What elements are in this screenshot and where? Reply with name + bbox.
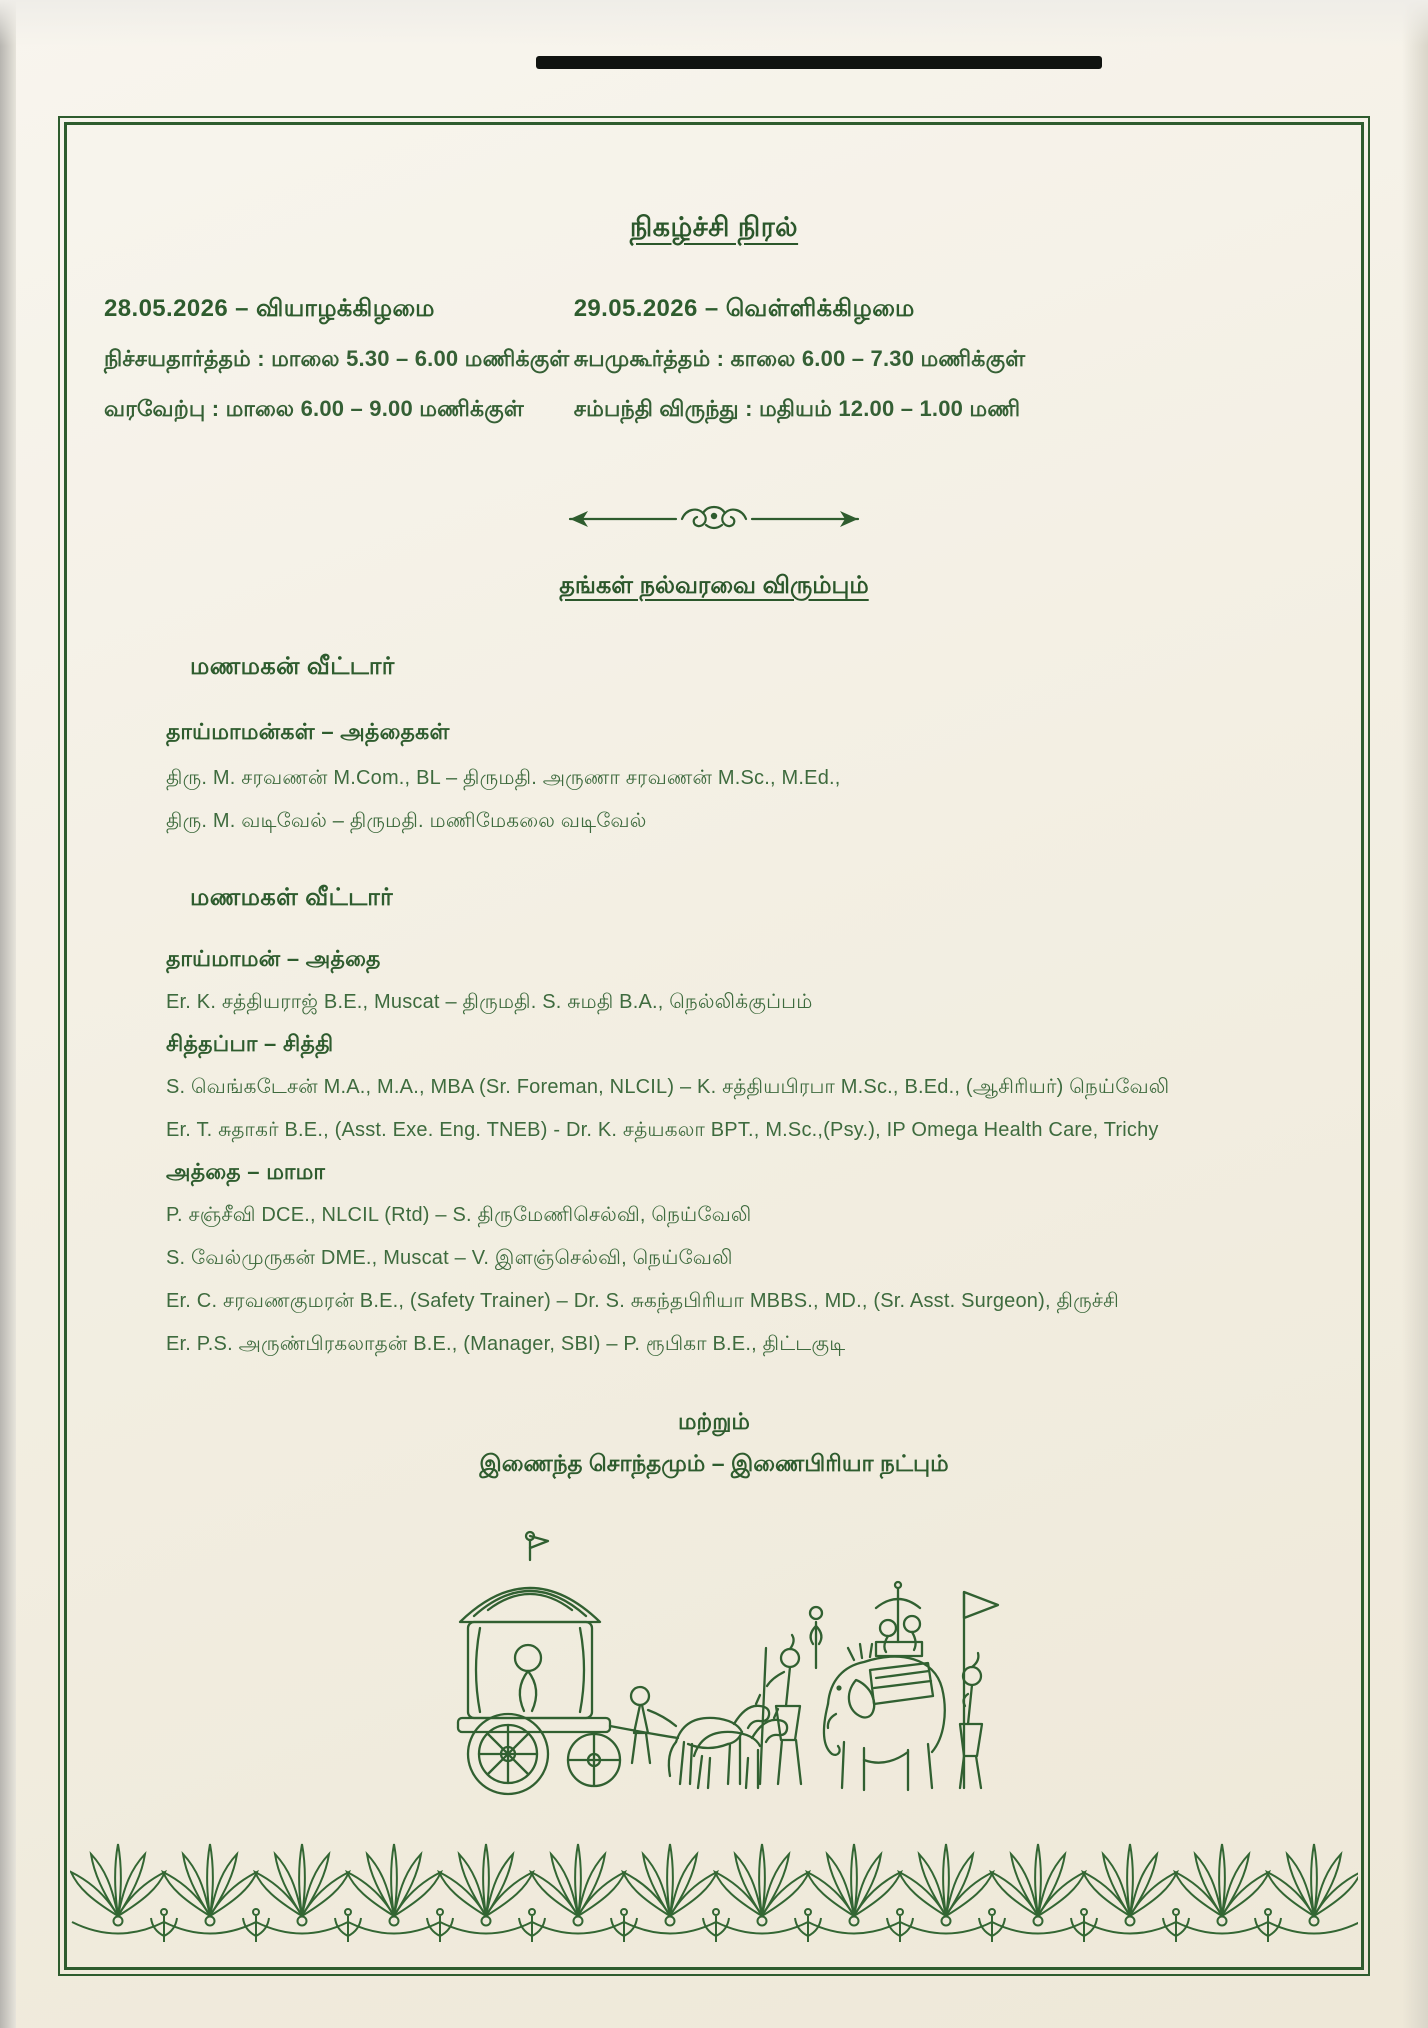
day1-event-2: வரவேற்பு : மாலை 6.00 – 9.00 மணிக்குள் (104, 396, 524, 421)
scroll-divider-ornament (104, 502, 1324, 536)
name-line: திரு. M. சரவணன் M.Com., BL – திருமதி. அருணா சரவணன் M.Sc., M.Ed., (166, 767, 841, 789)
event-schedule (104, 294, 1324, 424)
divider-ornament-icon (554, 502, 874, 536)
bride-relation-heading-3: அத்தை – மாமா (166, 1159, 326, 1184)
closing-relations-line: இணைந்த சொந்தமும் – இணைபிரியா நட்பும் (479, 1450, 949, 1476)
closing-and-word: மற்றும் (678, 1408, 750, 1434)
bride-side-heading: மணமகள் வீட்டார் (190, 884, 394, 911)
bride-relation-heading-1: தாய்மாமன் – அத்தை (166, 946, 381, 971)
name-line: Er. C. சரவணகுமரன் B.E., (Safety Trainer) – Dr. S. சுகந்தபிரியா MBBS., MD., (Sr. Asst. Surgeon), திருச்சி (166, 1290, 1119, 1312)
name-line: P. சஞ்சீவி DCE., NLCIL (Rtd) – S. திருமேணிசெல்வி, நெய்வேலி (166, 1204, 752, 1226)
wedding-procession-illustration (104, 1500, 1324, 1805)
name-line: Er. P.S. அருண்பிரகலாதன் B.E., (Manager, SBI) – P. ரூபிகா B.E., திட்டகுடி (166, 1333, 846, 1355)
name-line: திரு. M. வடிவேல் – திருமதி. மணிமேகலை வடிவேல் (166, 810, 647, 832)
name-line: Er. K. சத்தியராஜ் B.E., Muscat – திருமதி. S. சுமதி B.A., நெல்லிக்குப்பம் (166, 991, 813, 1013)
floral-border-icon (70, 1836, 1358, 1948)
schedule-day-1 (104, 294, 574, 424)
day1-date: 28.05.2026 – வியாழக்கிழமை (104, 295, 435, 322)
day2-event-2: சம்பந்தி விருந்து : மதியம் 12.00 – 1.00 மணி (573, 396, 1021, 421)
day2-event-1: சுபமுகூர்த்தம் : காலை 6.00 – 7.30 மணிக்குள் (573, 346, 1026, 371)
scan-right-edge-shadow (1402, 0, 1428, 2028)
procession-art-icon (384, 1500, 1044, 1800)
groom-relation-heading: தாய்மாமன்கள் – அத்தைகள் (166, 719, 450, 744)
welcome-heading: தங்கள் நல்வரவை விரும்பும் (559, 572, 869, 599)
floral-border (70, 1836, 1358, 1948)
groom-side-heading: மணமகன் வீட்டார் (190, 653, 395, 680)
day1-event-1: நிச்சயதார்த்தம் : மாலை 5.30 – 6.00 மணிக்குள் (104, 346, 570, 371)
invitation-content (58, 116, 1370, 1805)
page-title: நிகழ்ச்சி நிரல் (629, 212, 799, 242)
schedule-day-2 (574, 294, 1324, 424)
day2-date: 29.05.2026 – வெள்ளிக்கிழமை (573, 295, 915, 322)
scan-left-edge-artifact (0, 0, 16, 2028)
bride-relation-heading-2: சித்தப்பா – சித்தி (166, 1031, 334, 1056)
name-line: S. வேல்முருகன் DME., Muscat – V. இளஞ்செல்வி, நெய்வேலி (166, 1247, 733, 1269)
name-line: Er. T. சுதாகர் B.E., (Asst. Exe. Eng. TNEB) - Dr. K. சத்யகலா BPT., M.Sc.,(Psy.), IP Omega Health Care, Trichy (166, 1119, 1159, 1141)
name-line: S. வெங்கடேசன் M.A., M.A., MBA (Sr. Foreman, NLCIL) – K. சத்தியபிரபா M.Sc., B.Ed., (ஆசிரியர்) நெய்வேலி (166, 1076, 1170, 1098)
scan-black-bar-artifact (536, 56, 1102, 69)
scan-top-edge (0, 0, 1428, 46)
